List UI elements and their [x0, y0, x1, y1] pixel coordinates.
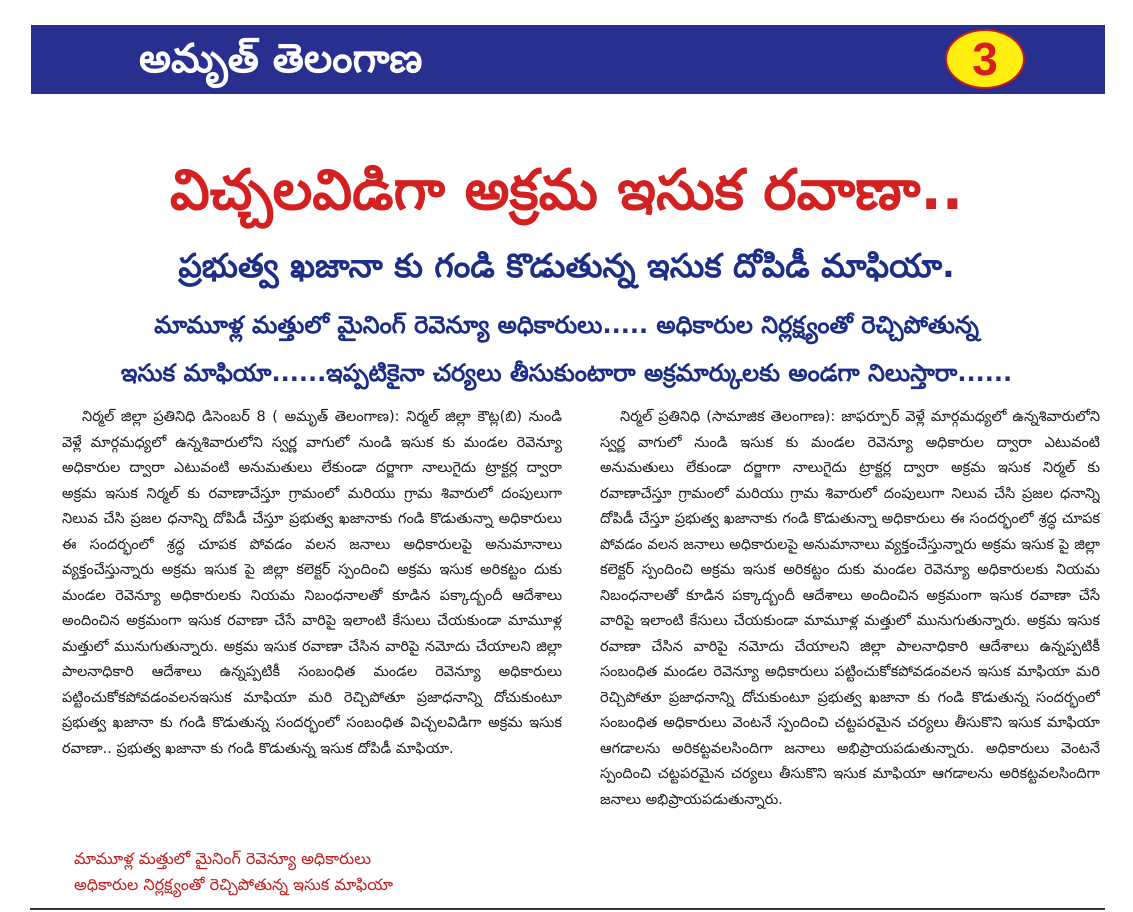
article-body-left: నిర్మల్ జిల్లా ప్రతినిధి డిసెంబర్ 8 ( అమృత్ తెలంగాణ): నిర్మల్ జిల్లా కౌట్ల(బి) నుండి వెళ్లే మార్గమధ్యలో ఉన్నశివారులోని స్వర్ణ వాగులో నుండి ఇసుక కు మండల రెవెన్యూ అధికారుల ద్వారా ఎటువంటి అనుమతులు లేకుండా దర్జాగా నాలుగైదు ట్రాక్టర్ల ద్వారా అక్రమ ఇసుక నిర్మల్ కు రవాణాచేస్తూ గ్రామంలో మరియు గ్రామ శివారులో దంపులుగా నిలువ చేసి ప్రజల ధనాన్ని దోపిడీ చేస్తూ ప్రభుత్వ ఖజానాకు గండి కొడుతున్నా అధికారులు ఈ సందర్భంలో శ్రద్ధ చూపక పోవడం వలన జనాలు అధికారులపై అనుమానాలు వ్యక్తంచేస్తున్నారు అక్రమ ఇసుక పై జిల్లా కలెక్టర్ స్పందించి అక్రమ ఇసుక అరికట్టం దుకు మండల రెవెన్యూ అధికారులకు నియమ నిబంధనాలతో కూడిన పక్కాద్బందీ ఆదేశాలు అందించిన అక్రమంగా ఇసుక రవాణా చేసే వారిపై ఇలాంటి కేసులు చేయకుండా మామూళ్ల మత్తులో మునుగుతున్నారు. అక్రమ ఇసుక రవాణా చేసిన వారిపై నమోదు చేయాలని జిల్లా పాలనాధికారి ఆదేశాలు ఉన్నప్పటికీ సంబంధిత మండల రెవెన్యూ అధికారులు పట్టించుకోకపోవడంవలనఇసుక మాఫియా మరి రెచ్చిపోతూ ప్రజాధనాన్ని దోచుకుంటూ ప్రభుత్వ ఖజానా కు గండి కొడుతున్న సందర్భంలో సంబంధిత విచ్చలవిడిగా అక్రమ ఇసుక రవాణా.. ప్రభుత్వ ఖజానా కు గండి కొడుతున్న ఇసుక దోపిడీ మాఫియా. — [62, 409, 562, 757]
masthead-title: అమృత్ తెలంగాణ — [139, 36, 423, 82]
page-number-badge — [945, 29, 1025, 89]
deck-line-1: మామూళ్ల మత్తులో మైనింగ్ రెవెన్యూ అధికారులు..... అధికారుల నిర్లక్ష్యంతో రెచ్చిపోతున్న — [154, 311, 979, 339]
subheadline: ప్రభుత్వ ఖజానా కు గండి కొడుతున్న ఇసుక దోపిడీ మాఫియా. — [178, 246, 955, 285]
pull-quote-line-2: అధికారుల నిర్లక్ష్యంతో రెచ్చిపోతున్న ఇసుక మాఫియా — [74, 875, 393, 894]
headline: విచ్చలవిడిగా అక్రమ ఇసుక రవాణా.. — [169, 158, 964, 223]
footer-divider — [30, 908, 1105, 910]
article-column-right — [600, 405, 1100, 850]
article-body-right: నిర్మల్ ప్రతినిధి (సామాజిక తెలంగాణ): జాఫర్పూర్ వెళ్లే మార్గమధ్యలో ఉన్నశివారులోని స్వర్ణ వాగులో నుండి ఇసుక కు మండల రెవెన్యూ అధికారుల ద్వారా ఎటువంటి అనుమతులు లేకుండా దర్జాగా నాలుగైదు ట్రాక్టర్ల ద్వారా అక్రమ ఇసుక నిర్మల్ కు రవాణాచేస్తూ గ్రామంలో మరియు గ్రామ శివారులో దంపులుగా నిలువ చేసి ప్రజల ధనాన్ని దోపిడీ చేస్తూ ప్రభుత్వ ఖజానాకు గండి కొడుతున్నా అధికారులు ఈ సందర్భంలో శ్రద్ధ చూపక పోవడం వలన జనాలు అధికారులపై అనుమానాలు వ్యక్తంచేస్తున్నారు అక్రమ ఇసుక పై జిల్లా కలెక్టర్ స్పందించి అక్రమ ఇసుక అరికట్టం దుకు మండల రెవెన్యూ అధికారులకు నియమ నిబంధనాలతో కూడిన పక్కాద్బందీ ఆదేశాలు అందించిన అక్రమంగా ఇసుక రవాణా చేసే వారిపై ఇలాంటి కేసులు చేయకుండా మామూళ్ల మత్తులో మునుగుతున్నారు. అక్రమ ఇసుక రవాణా చేసిన వారిపై నమోదు చేయాలని జిల్లా పాలనాధికారి ఆదేశాలు ఉన్నప్పటికీ సంబంధిత మండల రెవెన్యూ అధికారులు పట్టించుకోకపోవడంవలన ఇసుక మాఫియా మరి రెచ్చిపోతూ ప్రజాధనాన్ని దోచుకుంటూ ప్రభుత్వ ఖజానా కు గండి కొడుతున్న సందర్భంలో సంబంధిత అధికారులు వెంటనే స్పందించి చట్టపరమైన చర్యలు తీసుకొని ఇసుక మాఫియా ఆగడాలను అరికట్టవలసిందిగా జనాలు అభిప్రాయపడుతున్నారు. అధికారులు వెంటనే స్పందించి చట్టపరమైన చర్యలు తీసుకొని ఇసుక మాఫియా ఆగడాలను అరికట్టవలసిందిగా జనాలు అభిప్రాయపడుతున్నారు. — [600, 409, 1100, 808]
article-column-left — [62, 405, 562, 850]
deck-line-2: ఇసుక మాఫియా......ఇప్పటికైనా చర్యలు తీసుకుంటారా అక్రమార్కులకు అండగా నిలుస్తారా...... — [120, 359, 1013, 387]
page-number: 3 — [972, 33, 998, 85]
masthead — [31, 25, 1105, 94]
pull-quote — [62, 846, 582, 898]
pull-quote-line-1: మామూళ్ల మత్తులో మైనింగ్ రెవెన్యూ అధికారులు — [74, 849, 371, 868]
